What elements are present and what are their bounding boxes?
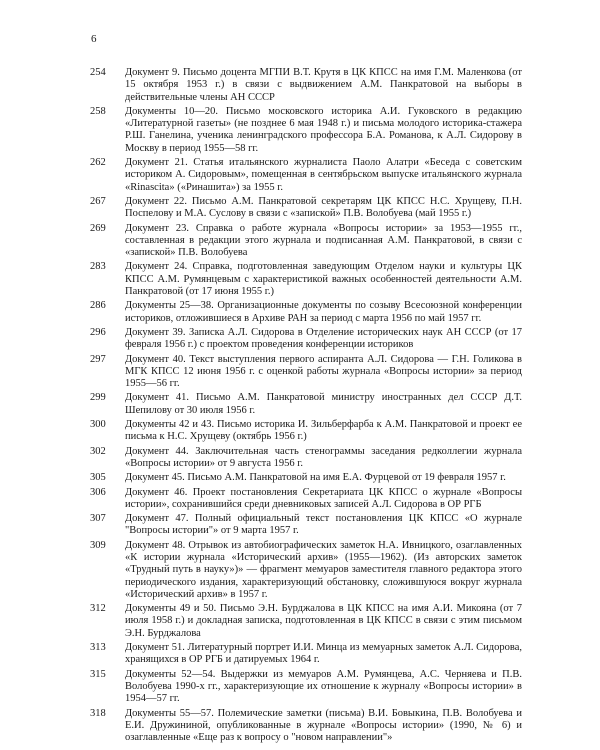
toc-entry-text: Документ 46. Проект постановления Секретариата ЦК КПСС о журнале «Вопросы истории», сохранившийся среди дневниковых записей А.Л. Сидорова в ОР РГБ	[125, 486, 522, 510]
toc-entry-text: Документ 39. Записка А.Л. Сидорова в Отделение исторических наук АН СССР (от 17 февраля 1956 г.) с проектом проведения конференции историков	[125, 326, 522, 351]
toc-entry-page: 300	[90, 419, 106, 431]
toc-entry-page: 306	[90, 486, 106, 498]
toc-entry	[90, 392, 522, 417]
toc-entry	[90, 472, 522, 484]
toc-entry	[90, 223, 522, 260]
toc-entry-text: Документ 23. Справка о работе журнала «Вопросы истории» за 1953—1955 гг., составленная в редакции этого журнала и подписанная А.М. Панкратовой, в связи с «запиской» П.В. Волобуева	[125, 222, 522, 259]
toc-entry-text: Документ 24. Справка, подготовленная заведующим Отделом науки и культуры ЦК КПСС А.М. Румянцевым с характеристикой важных особенностей деятельности А.М. Панкратовой (от 17 июня 1955 г.)	[125, 261, 522, 298]
toc-entry-text: Документ 48. Отрывок из автобиографических заметок Н.А. Ивницкого, озаглавленных «К истории журнала «Исторический архив» (1955—1962). (Из авторских заметок «Трудный путь в науку»)» — фрагмент мемуаров заместителя главного редактора этого периодического издания, характеризующий обстановку, сложившуюся вокруг журнала «Исторический архив» в 1957 г.	[125, 539, 522, 600]
toc-entry-text: Документ 21. Статья итальянского журналиста Паоло Алатри «Беседа с советским историком А. Сидоровым», помещенная в сентябрьском выпуске итальянского журнала «Rinascita» («Ринашита») за 1955 г.	[125, 157, 522, 193]
toc-entry-page: 254	[90, 67, 106, 78]
toc-entry-page: 315	[90, 668, 106, 680]
toc-entry-text: Документ 47. Полный официальный текст постановления ЦК КПСС «О журнале "Вопросы истории"» от 9 марта 1957 г.	[125, 513, 522, 537]
toc-entry-text: Документы 25—38. Организационные документы по созыву Всесоюзной конференции историков, отложившиеся в Архиве РАН за период с марта 1956 по май 1957 гг.	[125, 300, 522, 324]
toc-entry	[90, 196, 522, 221]
page-number: 6	[91, 33, 97, 45]
toc-entry-text: Документ 9. Письмо доцента МГПИ В.Т. Крутя в ЦК КПСС на имя Г.М. Маленкова (от 15 октября 1953 г.) в связи с выдвижением А.М. Панкратовой на выборы в действительные члены АН СССР	[125, 67, 522, 103]
toc-entry-text: Документ 22. Письмо А.М. Панкратовой секретарям ЦК КПСС Н.С. Хрущеву, П.Н. Поспелову и М.А. Суслову в связи с «запиской» П.В. Волобуева (май 1955 г.)	[125, 195, 522, 220]
toc-entry	[90, 708, 522, 745]
table-of-contents	[90, 67, 522, 746]
toc-entry-text: Документы 10—20. Письмо московского историка А.И. Гуковского в редакцию «Литературной газеты» (не позднее 6 мая 1948 г.) и письма молодого историка-стажера Р.Ш. Ганелина, ученика ленинградского профессора Б.А. Романова, к А.Л. Сидорову в Москву в период 1955—58 гг.	[125, 105, 522, 154]
toc-entry-text: Документ 40. Текст выступления первого аспиранта А.Л. Сидорова — Г.Н. Голикова в МГК КПСС 12 июня 1956 г. с оценкой работы журнала «Вопросы истории» за период 1955—56 гг.	[125, 353, 522, 390]
toc-entry	[90, 327, 522, 352]
toc-entry	[90, 669, 522, 706]
toc-entry	[90, 354, 522, 391]
toc-entry	[90, 300, 522, 325]
toc-entry	[90, 261, 522, 298]
toc-entry-page: 312	[90, 603, 106, 615]
toc-entry-text: Документы 52—54. Выдержки из мемуаров А.М. Румянцева, А.С. Черняева и П.В. Волобуева 1990-х гг., характеризующие их отношение к журналу «Вопросы истории» в 1954—57 гг.	[125, 668, 522, 705]
toc-entry-page: 302	[90, 445, 106, 457]
toc-entry	[90, 642, 522, 667]
toc-entry-text: Документ 51. Литературный портрет И.И. Минца из мемуарных заметок А.Л. Сидорова, хранящихся в ОР РГБ и датируемых 1964 г.	[125, 642, 522, 666]
toc-entry	[90, 67, 522, 104]
toc-entry-page: 283	[90, 261, 106, 273]
toc-entry-page: 313	[90, 642, 106, 654]
toc-entry-page: 318	[90, 707, 106, 719]
toc-entry-page: 286	[90, 300, 106, 312]
toc-entry-text: Документ 41. Письмо А.М. Панкратовой министру иностранных дел СССР Д.Т. Шепилову от 30 июля 1956 г.	[125, 392, 522, 416]
toc-entry-page: 269	[90, 222, 106, 234]
toc-entry-page: 258	[90, 105, 106, 117]
toc-entry-page: 305	[90, 472, 106, 484]
toc-entry	[90, 487, 522, 512]
toc-entry-page: 296	[90, 326, 106, 338]
toc-entry-page: 262	[90, 157, 106, 169]
toc-entry-text: Документы 55—57. Полемические заметки (письма) В.И. Бовыкина, П.В. Волобуева и Е.И. Дружининой, опубликованные в журнале «Вопросы истории» (1990, № 6) и озаглавленные «Еще раз к вопросу о "новом направлении"»	[125, 707, 522, 744]
toc-entry-text: Документы 49 и 50. Письмо Э.Н. Бурджалова в ЦК КПСС на имя А.И. Микояна (от 7 июля 1958 г.) и докладная записка, подготовленная в ЦК КПСС в связи с этим письмом Э.Н. Бурджалова	[125, 603, 522, 639]
toc-entry-text: Документы 42 и 43. Письмо историка И. Зильберфарба к А.М. Панкратовой и проект ее письма к Н.С. Хрущеву (октябрь 1956 г.)	[125, 419, 522, 443]
toc-entry	[90, 513, 522, 538]
toc-entry-page: 299	[90, 392, 106, 404]
toc-entry	[90, 106, 522, 155]
toc-entry-text: Документ 44. Заключительная часть стенограммы заседания редколлегии журнала «Вопросы истории» от 9 августа 1956 г.	[125, 445, 522, 469]
toc-entry	[90, 603, 522, 640]
toc-entry	[90, 446, 522, 471]
toc-entry-page: 267	[90, 195, 106, 207]
toc-entry	[90, 157, 522, 194]
toc-entry-page: 297	[90, 353, 106, 365]
toc-entry	[90, 540, 522, 601]
toc-entry	[90, 419, 522, 444]
toc-entry-text: Документ 45. Письмо А.М. Панкратовой на имя Е.А. Фурцевой от 19 февраля 1957 г.	[125, 472, 506, 484]
toc-entry-page: 307	[90, 513, 106, 525]
toc-entry-page: 309	[90, 539, 106, 551]
